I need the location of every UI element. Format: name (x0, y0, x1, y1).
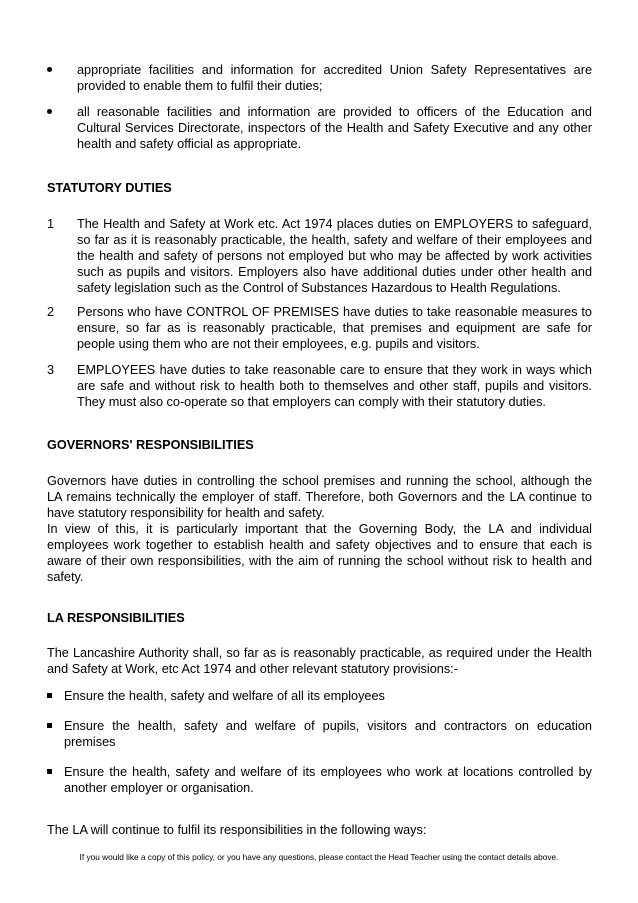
intro-bullet-text: appropriate facilities and information for accredited Union Safety Representatives are provided to enable them to fulfil their duties; (77, 63, 592, 93)
numbered-item (47, 362, 592, 410)
la-bullet (47, 764, 592, 796)
numbered-item-text: EMPLOYEES have duties to take reasonable care to ensure that they work in ways which are safe and without risk to health both to themselves and other staff, pupils and visitors. They must also co-operate so that employers can comply with their statutory duties. (77, 363, 592, 409)
la-bullet-text: Ensure the health, safety and welfare of pupils, visitors and contractors on education premises (64, 719, 592, 749)
numbered-item-text: The Health and Safety at Work etc. Act 1974 places duties on EMPLOYERS to safeguard, so far as it is reasonably practicable, the health, safety and welfare of their employees and the health and safety of persons not employed but who may be affected by work activities such as pupils and visitors. Employers also have additional duties under other health and safety legislation such as the Control of Substances Hazardous to Health Regulations. (77, 217, 592, 295)
square-bullet-icon (47, 764, 67, 780)
item-number: 3 (47, 363, 55, 377)
governors-para-1: Governors have duties in controlling the school premises and running the school, although the LA remains technically the employer of staff. Therefore, both Governors and the LA continue to have statutory responsibility for health and safety. (47, 474, 592, 520)
numbered-item-text: Persons who have CONTROL OF PREMISES have duties to take reasonable measures to ensure, so far as is reasonably practicable, that premises and equipment are safe for people using them who are not their employees, e.g. pupils and visitors. (77, 305, 592, 351)
la-bullet (47, 688, 592, 704)
section-heading-la: LA RESPONSIBILITIES (47, 611, 185, 625)
item-number: 2 (47, 305, 55, 319)
la-bullet-text: Ensure the health, safety and welfare of all its employees (64, 689, 385, 703)
square-bullet-icon (47, 718, 67, 734)
la-intro: The Lancashire Authority shall, so far as is reasonably practicable, as required under the Health and Safety at Work, etc Act 1974 and other relevant statutory provisions:- (47, 646, 592, 676)
governors-paragraph (47, 473, 592, 585)
square-bullet-icon (47, 688, 67, 704)
intro-bullet (47, 62, 592, 94)
governors-para-2: In view of this, it is particularly important that the Governing Body, the LA and individual employees work together to establish health and safety objectives and to ensure that each is aware of their own responsibilities, with the aim of running the school without risk to health and safety. (47, 522, 592, 584)
numbered-item (47, 216, 592, 296)
section-heading-governors: GOVERNORS' RESPONSIBILITIES (47, 438, 254, 452)
la-closing: The LA will continue to fulfil its responsibilities in the following ways: (47, 823, 427, 837)
la-bullet-text: Ensure the health, safety and welfare of its employees who work at locations controlled by another employer or organisation. (64, 765, 592, 795)
bullet-dot-icon (47, 62, 67, 78)
section-heading-statutory: STATUTORY DUTIES (47, 181, 172, 195)
page-footer: If you would like a copy of this policy, or you have any questions, please contact the Head Teacher using the contact details above. (79, 852, 559, 862)
item-number: 1 (47, 217, 55, 231)
numbered-item (47, 304, 592, 352)
intro-bullet-text: all reasonable facilities and information are provided to officers of the Education and Cultural Services Directorate, inspectors of the Health and Safety Executive and any other health and safety official as appropriate. (77, 105, 592, 151)
intro-bullet (47, 104, 592, 152)
la-bullet (47, 718, 592, 750)
bullet-dot-icon (47, 104, 67, 120)
